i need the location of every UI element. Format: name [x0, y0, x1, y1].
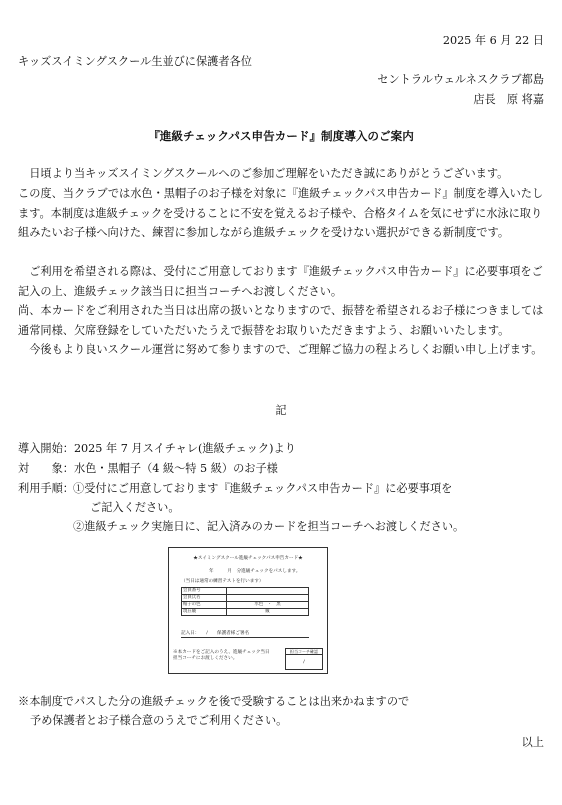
- table-row: [182, 595, 309, 602]
- card-row-value: 級: [227, 609, 309, 616]
- document-title: 『進級チェックパス申告カード』制度導入のご案内: [148, 129, 414, 143]
- detail-target: 対 象：水色・黒帽子（4 級～特 5 級）のお子様: [18, 462, 278, 475]
- recipient: キッズスイミングスクール生並びに保護者各位: [18, 55, 252, 68]
- card-note: （当日は通常の練習テストを行います）: [181, 579, 264, 584]
- sample-card-image: [168, 547, 328, 674]
- card-form-table: [181, 587, 309, 616]
- card-row-value: 水色 ・ 黒: [227, 602, 309, 609]
- card-row-value: [227, 588, 309, 595]
- document-date: 2025 年 6 月 22 日: [442, 34, 544, 47]
- detail-procedure-step1-cont: ご記入ください。: [90, 501, 180, 514]
- card-row-label: 会員氏名: [182, 595, 227, 602]
- paragraph-attendance: 尚、本カードをご利用された当日は出席の扱いとなりますので、振替を希望されるお子様につきましては通常同様、欠席登録をしていただいたうえで振替をお取りいただきますよう、お願いいたします。: [18, 304, 544, 337]
- detail-procedure-step2: ②進級チェック実施日に、記入済みのカードを担当コーチへお渡しください。: [73, 520, 465, 533]
- card-row-label: 帽子の色: [182, 602, 227, 609]
- card-row-label: 現在級: [182, 609, 227, 616]
- card-title: ★スイミングスクール進級チェックパス申告カード★: [193, 556, 303, 561]
- card-row-label: 会員番号: [182, 588, 227, 595]
- card-stamp-header: 担当コーチ確認: [286, 649, 322, 655]
- note-line-1: ※本制度でパスした分の進級チェックを後で受験することは出来かねますので: [18, 695, 410, 708]
- card-sign-line: 記入日： / 保護者様ご署名: [181, 631, 250, 636]
- paragraph-closing-remarks: 今後もより良いスクール運営に努めて参りますので、ご理解ご協力の程よろしくお願い申し上げます。: [18, 343, 543, 356]
- closing-ijou: 以上: [521, 736, 544, 749]
- table-row: [182, 609, 309, 616]
- sender-name: 店長 原 将嘉: [473, 93, 544, 106]
- card-pass-line: 年 月 分進級チェックをパスします。: [209, 569, 301, 574]
- table-row: [182, 602, 309, 609]
- card-footer: ※本カードをご記入のうえ、進級チェック当日 担当コーチにお渡しください。: [173, 650, 270, 661]
- paragraph-greeting: 日頃より当キッズスイミングスクールへのご参加ご理解をいただき誠にありがとうございます。: [18, 167, 509, 180]
- detail-start: 導入開始：2025 年 7 月スイチャレ(進級チェック)より: [18, 442, 296, 455]
- card-stamp-box: [285, 648, 323, 670]
- card-sign-underline: [181, 637, 309, 638]
- note-line-2: 予め保護者とお子様合意のうえでご利用ください。: [30, 714, 288, 727]
- detail-procedure-label: 利用手順：: [18, 482, 74, 495]
- paragraph-introduction: この度、当クラブでは水色・黒帽子のお子様を対象に『進級チェックパス申告カード』制度を導入いたします。本制度は進級チェックを受けることに不安を覚えるお子様や、合格タイムを気にせずに水泳に取り組みたいお子様へ向けた、練習に参加しながら進級チェックを受けない選択ができる新制度です。: [18, 187, 544, 239]
- card-row-value: [227, 595, 309, 602]
- detail-procedure-step1: ①受付にご用意しております『進級チェックパス申告カード』に必要事項を: [73, 482, 453, 495]
- ki-heading: 記: [275, 404, 287, 417]
- card-stamp-slash: /: [303, 659, 305, 665]
- sender-organization: セントラルウェルネスクラブ都島: [377, 73, 544, 86]
- paragraph-application: ご利用を希望される際は、受付にご用意しております『進級チェックパス申告カード』に必要事項をご記入の上、進級チェック該当日に担当コーチへお渡しください。: [18, 265, 543, 298]
- table-row: [182, 588, 309, 595]
